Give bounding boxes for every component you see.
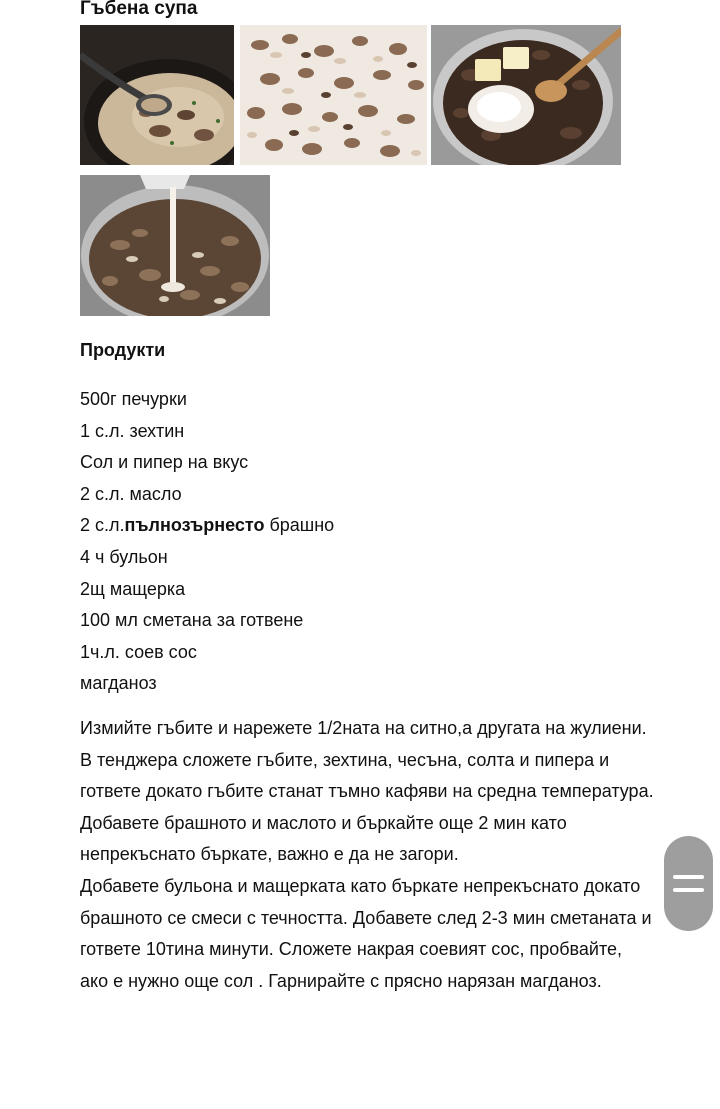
ingredient-emphasis: пълнозърнесто bbox=[124, 515, 265, 536]
ingredients-list bbox=[80, 384, 334, 700]
ingredient-item: 500г печурки bbox=[80, 389, 187, 409]
instruction-step: Добавете бульона и мащерката като бъркате непрекъснато докато брашното се смеси с течността. Добавете след 2-3 мин сметаната и гответе 10тина минути. Сложете накрая соевият сос, пробвайте, ако е нужно още сол . Гарнирайте с прясно нарязан магданоз. bbox=[80, 875, 652, 991]
instruction-step: В тенджера сложете гъбите, зехтина, чесъна, солта и пипера и гответе докато гъбите станат тъмно кафяви на средна температура. bbox=[80, 749, 654, 802]
ingredient-item: 2 с.л. масло bbox=[80, 483, 182, 504]
instruction-step: Добавете брашното и маслото и бъркайте още 2 мин като непрекъснато бъркате, важно е да не загори. bbox=[80, 812, 567, 865]
ingredient-item: Сол и пипер на вкус bbox=[80, 452, 249, 473]
ingredient-item: 1ч.л. соев сос bbox=[80, 641, 197, 662]
pouring-cream-photo bbox=[80, 175, 270, 316]
recipe-title: Гъбена супа bbox=[80, 0, 198, 19]
ingredient-item: 2щ мащерка bbox=[80, 578, 186, 599]
ingredients-heading: Продукти bbox=[80, 340, 166, 360]
ingredient-item: 4 ч бульон bbox=[80, 546, 168, 567]
ingredient-item: магданоз bbox=[80, 673, 157, 694]
ingredient-name: брашно bbox=[264, 515, 335, 536]
ingredient-item bbox=[80, 510, 334, 542]
pan-butter-flour-photo bbox=[431, 25, 621, 165]
ingredient-item: 100 мл сметана за готвене bbox=[80, 610, 304, 631]
chopped-mushrooms-photo bbox=[240, 25, 427, 165]
ingredient-amount: 2 с.л. bbox=[80, 515, 125, 536]
instructions bbox=[80, 713, 655, 997]
soup-bowl-photo bbox=[80, 25, 234, 165]
ingredient-item: 1 с.л. зехтин bbox=[80, 420, 185, 441]
instruction-step: Измийте гъбите и нарежете 1/2ната на ситно,а другата на жулиени. bbox=[80, 718, 647, 738]
scroll-handle[interactable] bbox=[664, 836, 713, 931]
